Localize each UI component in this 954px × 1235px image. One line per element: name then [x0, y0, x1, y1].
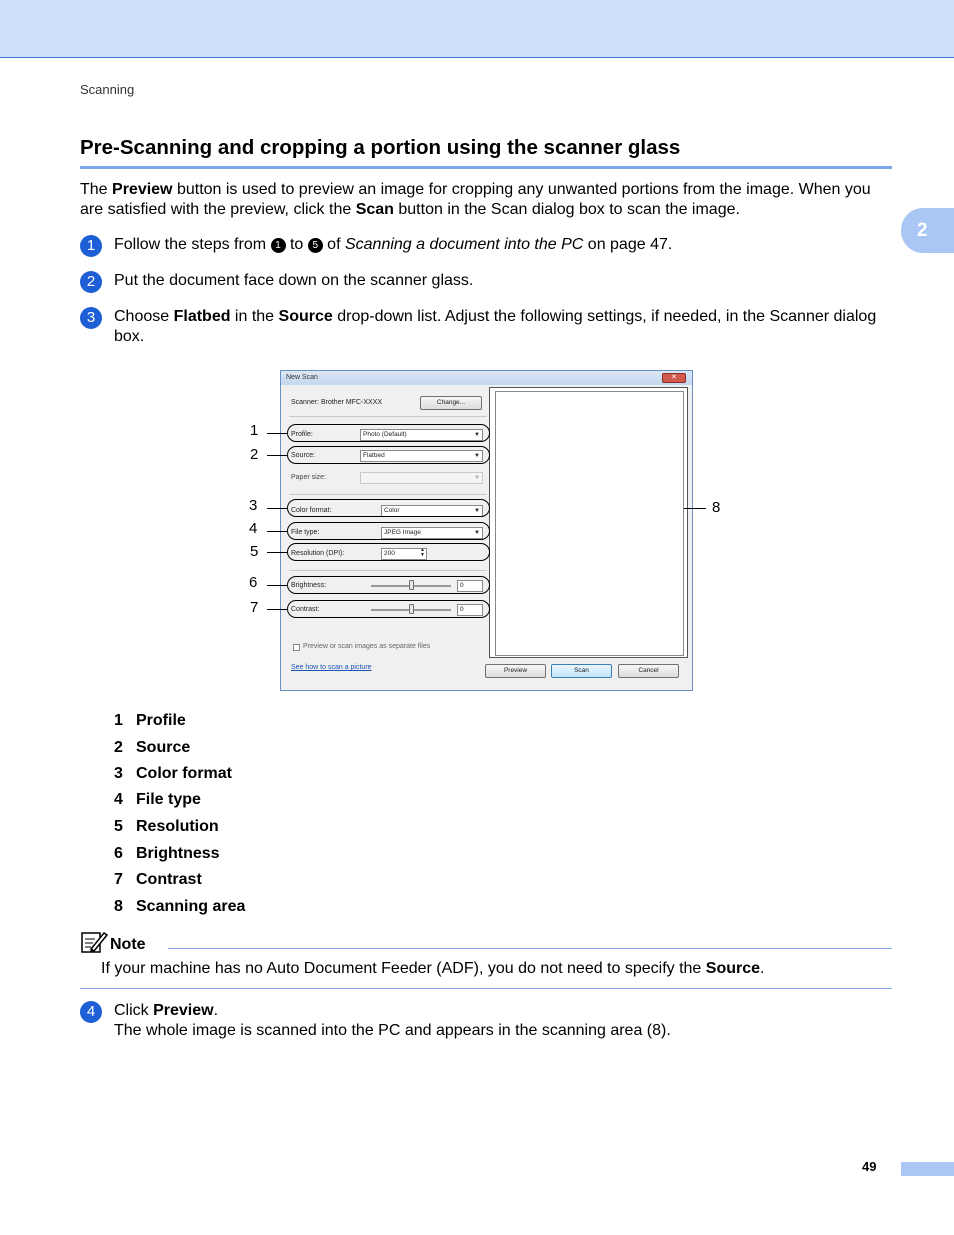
highlight-source	[287, 446, 490, 464]
chevron-down-icon: ▼	[474, 475, 480, 481]
callout-7: 7	[250, 599, 259, 616]
brightness-label: Brightness:	[291, 582, 327, 589]
preview-button[interactable]: Preview	[485, 664, 546, 678]
highlight-contrast	[287, 600, 490, 618]
chevron-down-icon: ▼	[474, 508, 480, 514]
ref-number: 5	[308, 238, 323, 253]
page-title: Pre-Scanning and cropping a portion using the scanner glass	[80, 136, 892, 169]
step-number: 2	[80, 271, 102, 293]
legend-item: 3 Color format	[114, 765, 232, 782]
highlight-file-type	[287, 522, 490, 540]
chevron-down-icon: ▼	[474, 530, 480, 536]
callout-1: 1	[250, 422, 259, 439]
highlight-color-format	[287, 499, 490, 517]
legend-item: 6 Brightness	[114, 845, 220, 862]
color-format-label: Color format:	[291, 507, 332, 514]
chevron-down-icon: ▼	[474, 432, 480, 438]
step-number: 4	[80, 1001, 102, 1023]
page-number: 49	[862, 1159, 877, 1174]
step-3: 3 Choose Flatbed in the Source drop-down list. Adjust the following settings, if needed, in the Scanner dialog box.	[80, 307, 892, 347]
legend-item: 4 File type	[114, 791, 201, 808]
file-type-label: File type:	[291, 529, 320, 536]
step-1: 1 Follow the steps from 1 to 5 of Scanning a document into the PC on page 47.	[80, 235, 892, 255]
note-pencil-icon	[80, 930, 108, 954]
change-button[interactable]: Change...	[420, 396, 482, 410]
close-icon[interactable]: ✕	[662, 373, 686, 383]
step-number: 3	[80, 307, 102, 329]
paper-size-label: Paper size:	[291, 474, 327, 481]
legend-item: 8 Scanning area	[114, 898, 246, 915]
cancel-button[interactable]: Cancel	[618, 664, 679, 678]
separate-files-checkbox[interactable]	[293, 644, 300, 651]
chapter-tab: 2	[901, 208, 954, 253]
callout-6: 6	[249, 574, 258, 591]
scanner-label: Scanner: Brother MFC-XXXX	[291, 399, 383, 406]
callout-4: 4	[249, 520, 258, 537]
profile-select[interactable]: Photo (Default) ▼	[360, 429, 483, 441]
resolution-label: Resolution (DPI):	[291, 550, 345, 557]
callout-8: 8	[712, 499, 721, 516]
profile-label: Profile:	[291, 431, 313, 438]
source-select[interactable]: Flatbed ▼	[360, 450, 483, 462]
section-label: Scanning	[80, 82, 135, 97]
paper-size-select[interactable]	[360, 472, 483, 484]
step-2: 2 Put the document face down on the scanner glass.	[80, 271, 892, 291]
scan-button[interactable]: Scan	[551, 664, 612, 678]
legend-item: 1 Profile	[114, 712, 186, 729]
dialog-title: New Scan	[281, 371, 692, 385]
file-type-select[interactable]: JPEG Image ▼	[381, 527, 483, 539]
note-title: Note	[110, 936, 146, 953]
legend-item: 2 Source	[114, 739, 191, 756]
highlight-resolution	[287, 543, 490, 561]
ref-number: 1	[271, 238, 286, 253]
callout-2: 2	[250, 446, 259, 463]
step-number: 1	[80, 235, 102, 257]
brightness-input[interactable]: 0	[457, 580, 483, 592]
scanning-area-preview	[495, 391, 684, 656]
source-label: Source:	[291, 452, 316, 459]
chevron-down-icon: ▼	[474, 453, 480, 459]
spin-arrows-icon: ▲ ▼	[420, 547, 425, 558]
page-number-bar	[901, 1162, 954, 1176]
help-link[interactable]: See how to scan a picture	[291, 664, 372, 671]
legend-item: 5 Resolution	[114, 818, 219, 835]
resolution-stepper[interactable]: 200 ▲ ▼	[381, 548, 427, 560]
callout-5: 5	[250, 543, 259, 560]
header-band	[0, 0, 954, 58]
legend-item: 7 Contrast	[114, 871, 202, 888]
color-format-select[interactable]: Color ▼	[381, 505, 483, 517]
callout-3: 3	[249, 497, 258, 514]
intro-paragraph: The Preview button is used to preview an image for cropping any unwanted portions from the image. When you are satisfied with the preview, click the Scan button in the Scan dialog box to scan the image.	[80, 181, 871, 218]
contrast-input[interactable]: 0	[457, 604, 483, 616]
scanning-area	[489, 387, 688, 658]
step-4: 4 Click Preview. The whole image is scanned into the PC and appears in the scanning area (8).	[80, 1001, 892, 1041]
separate-files-label: Preview or scan images as separate files	[303, 643, 431, 650]
contrast-label: Contrast:	[291, 606, 320, 613]
highlight-profile	[287, 424, 490, 442]
highlight-brightness	[287, 576, 490, 594]
note-text: If your machine has no Auto Document Feeder (ADF), you do not need to specify the Source.	[101, 960, 765, 977]
